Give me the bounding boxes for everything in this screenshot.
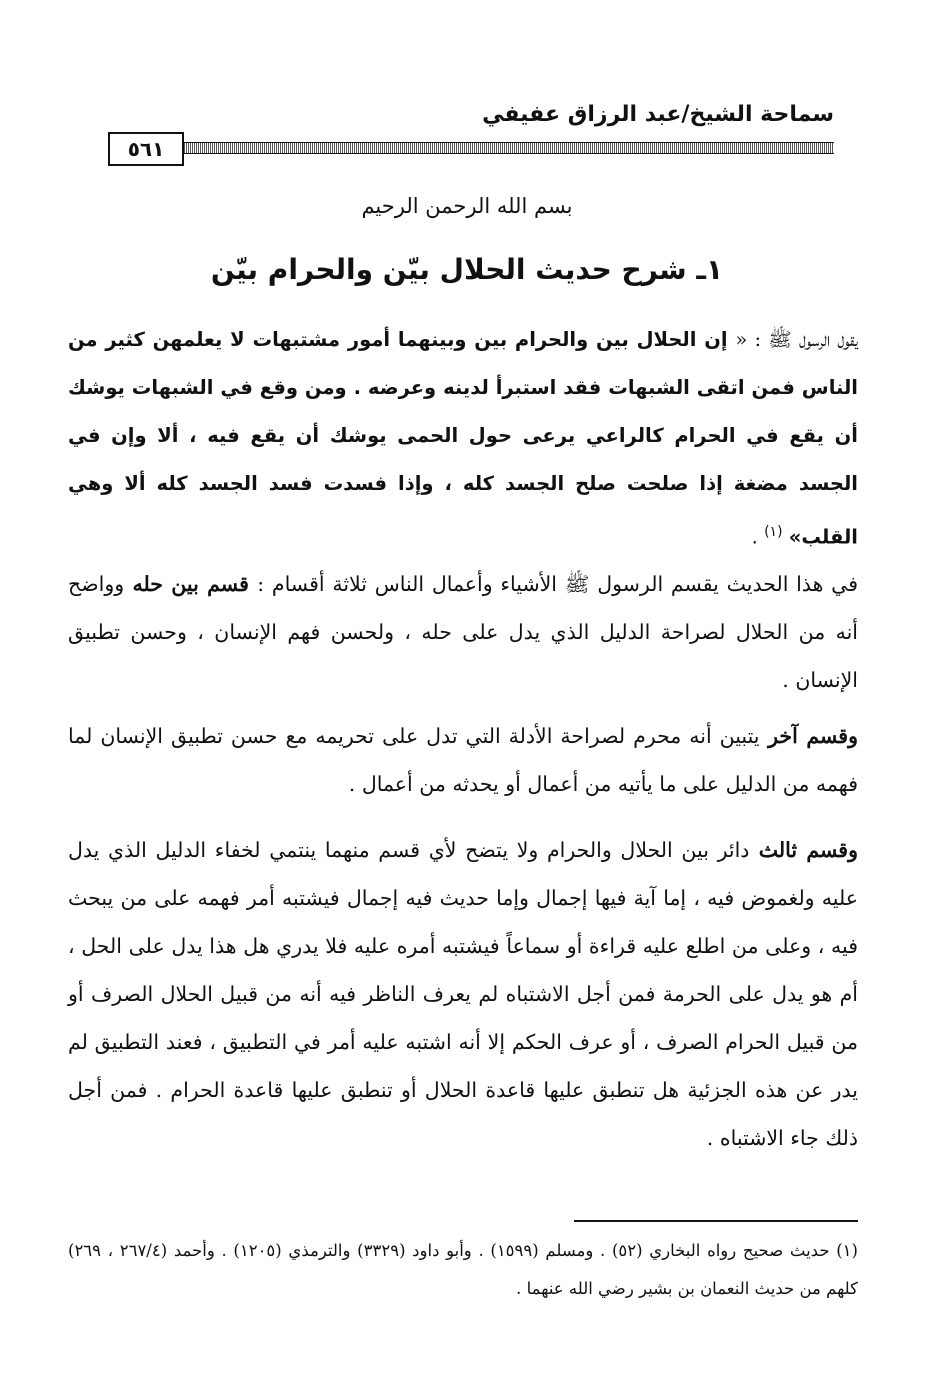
explanation-paragraph-3 xyxy=(68,826,858,1162)
paragraph-text: في هذا الحديث يقسم الرسول ﷺ الأشياء وأعمال الناس ثلاثة أقسام : xyxy=(257,572,858,596)
paragraph-bold-text: وقسم ثالث xyxy=(749,838,858,862)
hadith-paragraph xyxy=(68,316,858,562)
explanation-paragraph-2 xyxy=(68,712,858,808)
hadith-end: . xyxy=(751,525,765,549)
paragraph-text: يتبين أنه محرم لصراحة الأدلة التي تدل على تحريمه مع حسن تطبيق الإنسان لما فهمه من الدليل على ما يأتيه من أعمال أو يحدثه من أعمال . xyxy=(68,724,858,796)
hadith-quote-close: » xyxy=(788,525,802,549)
header-rule xyxy=(108,142,834,154)
hadith-intro: يقول الرسول ﷺ : « xyxy=(735,328,858,351)
footnote-reference[interactable]: (١) xyxy=(764,524,783,540)
paragraph-text: دائر بين الحلال والحرام ولا يتضح لأي قسم منهما ينتمي لخفاء الدليل الذي يدل عليه ولغموض فيه ، إما آية فيها إجمال وإما حديث فيه إجمال فيشتبه أمر فهمه على من يبحث فيه ، وعلى من اطلع عليه قراءة أو سماعاً فيشتبه أمره عليه فلا يدري هل هذا يدل على الحل ، أم هو يدل على الحرمة فمن أجل الاشتباه لم يعرف الناظر فيه أنه من قبيل الحلال الصرف أو من قبيل الحرام الصرف ، أو عرف الحكم إلا أنه اشتبه عليه أمر في التطبيق ، فعند التطبيق لم يدر عن هذه الجزئية هل تنطبق عليها قاعدة الحلال أو تنطبق عليها قاعدة الحرام . فمن أجل ذلك جاء الاشتباه . xyxy=(68,838,858,1150)
page-number: ٥٦١ xyxy=(108,132,184,166)
paragraph-bold-text: قسم بين حله xyxy=(124,572,258,596)
explanation-paragraph-1 xyxy=(68,560,858,704)
paragraph-text: وواضح أنه من الحلال لصراحة الدليل الذي يدل على حله ، ولحسن فهم الإنسان ، وحسن تطبيق الإنسان . xyxy=(68,572,858,692)
section-title: ١ـ شرح حديث الحلال بيّن والحرام بيّن xyxy=(210,253,724,286)
footnote-text: (١) حديث صحيح رواه البخاري (٥٢) . ومسلم (١٥٩٩) . وأبو داود (٣٣٢٩) والترمذي (١٢٠٥) . وأحمد (٢٦٧/٤ ، ٢٦٩) كلهم من حديث النعمان بن بشير رضي الله عنهما . xyxy=(68,1241,858,1298)
basmala: بسم الله الرحمن الرحيم xyxy=(361,194,573,218)
hadith-quote: إن الحلال بين والحرام بين وبينهما أمور مشتبهات لا يعلمهن كثير من الناس فمن اتقى الشبهات فقد استبرأ لدينه وعرضه . ومن وقع في الشبهات يوشك أن يقع في الحرام كالراعي يرعى حول الحمى يوشك أن يقع فيه ، ألا وإن في الجسد مضغة إذا صلحت صلح الجسد كله ، وإذا فسدت فسد الجسد كله ألا وهي القلب xyxy=(68,328,858,549)
running-header-title: سماحة الشيخ/عبد الرزاق عفيفي xyxy=(482,102,834,127)
paragraph-bold-text: وقسم آخر xyxy=(759,724,858,748)
footnote-divider xyxy=(574,1220,858,1222)
